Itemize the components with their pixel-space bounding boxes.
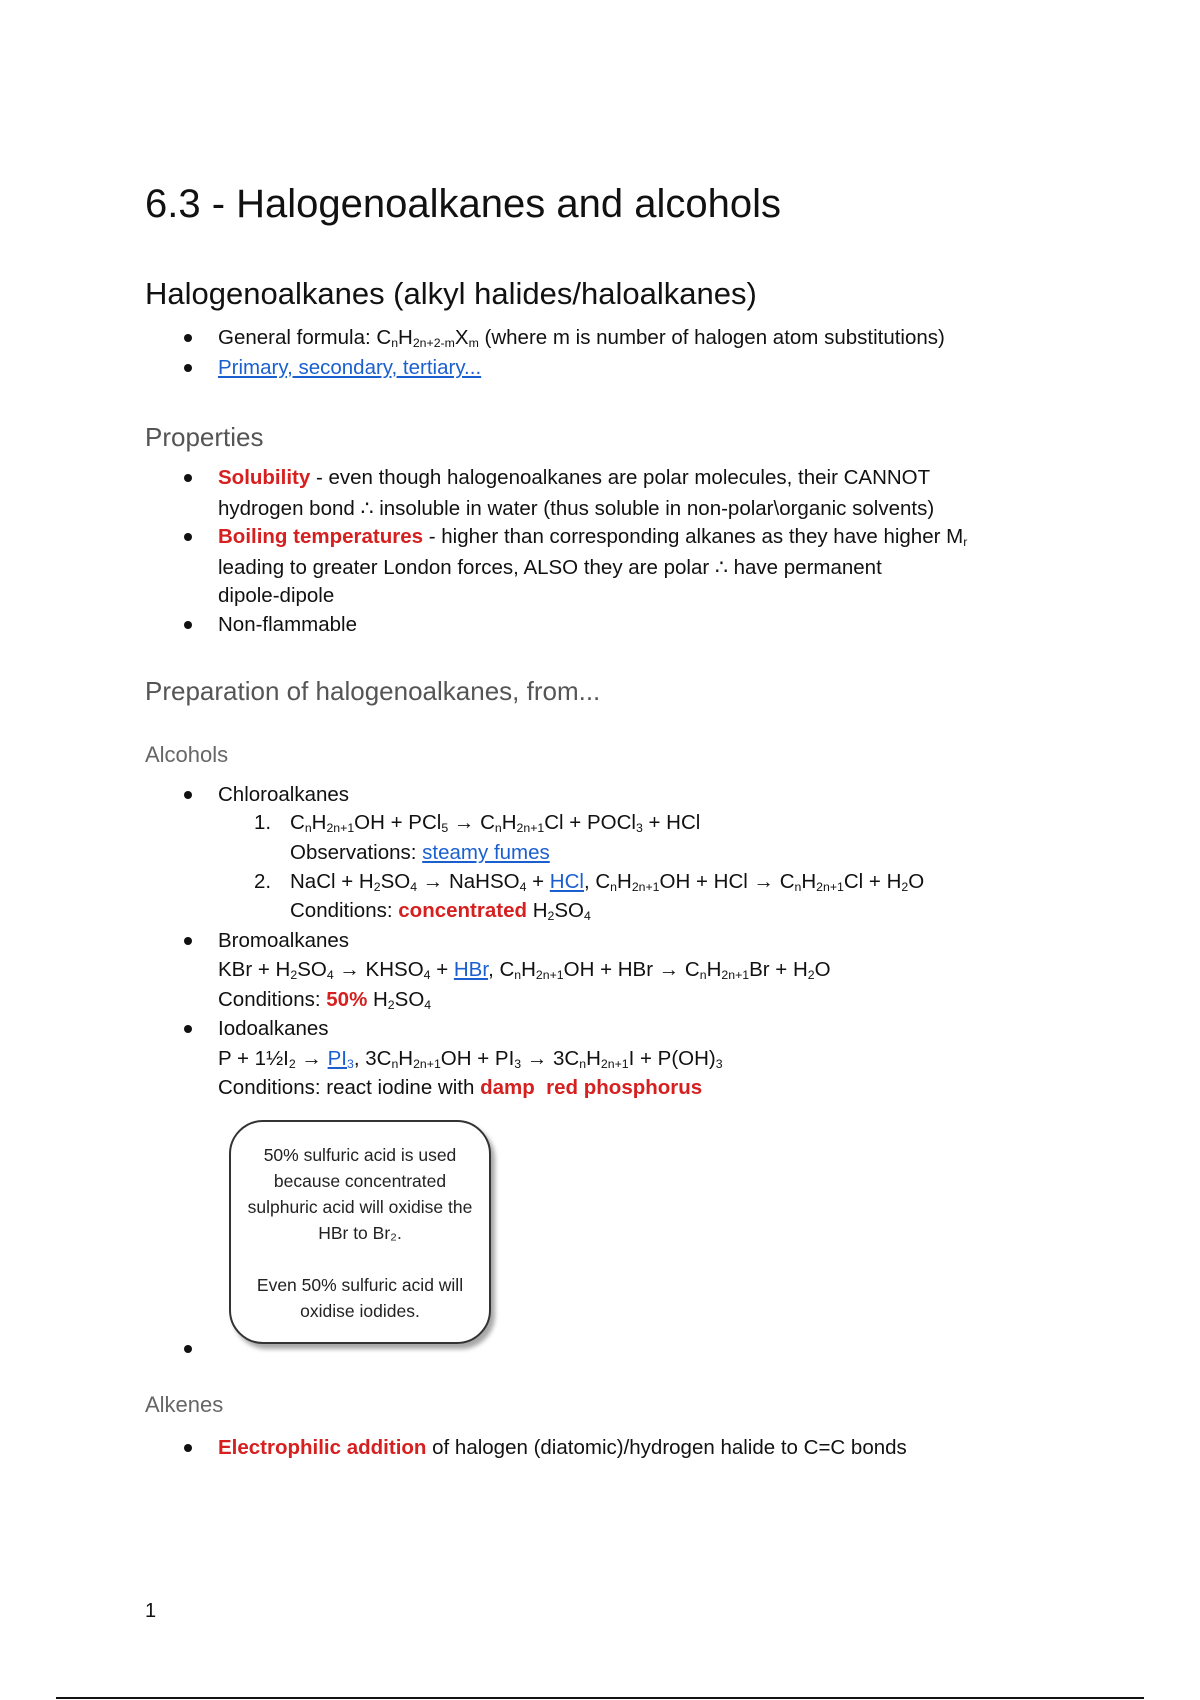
boiling-line-3: dipole-dipole <box>218 584 335 607</box>
list-number: 2. <box>254 870 272 893</box>
bullet <box>184 364 192 372</box>
bullet <box>184 474 192 482</box>
boiling-line-2: leading to greater London forces, ALSO they are polar ∴ have permanent <box>218 556 882 579</box>
boiling-term: Boiling temperatures <box>218 525 424 548</box>
section-heading-halogenoalkanes: Halogenoalkanes (alkyl halides/haloalkanes) <box>145 276 757 311</box>
callout-text-1: 50% sulfuric acid is used because concentrated sulphuric acid will oxidise the HBr to Br₂. <box>247 1145 473 1243</box>
primary-secondary-tertiary-link[interactable]: Primary, secondary, tertiary... <box>218 356 482 379</box>
steamy-fumes-link[interactable]: steamy fumes <box>422 841 550 864</box>
bullet <box>184 791 192 799</box>
observations-line: Observations: steamy fumes <box>290 841 550 864</box>
iodo-conditions: Conditions: react iodine with damp red phosphorus <box>218 1076 703 1099</box>
page-number: 1 <box>145 1600 157 1622</box>
preparation-heading: Preparation of halogenoalkanes, from... <box>145 676 601 706</box>
sulfuric-acid-callout <box>229 1120 491 1344</box>
boiling-line-1: Boiling temperatures - higher than corresponding alkanes as they have higher $M_r$ <box>218 525 968 549</box>
chloro-conditions: Conditions: concentrated $H_2SO_4$ <box>290 899 591 923</box>
bullet <box>184 937 192 945</box>
bullet <box>184 1025 192 1033</box>
bullet <box>184 533 192 541</box>
chloroalkanes-label: Chloroalkanes <box>218 783 350 806</box>
solubility-line-2: hydrogen bond ∴ insoluble in water (thus soluble in non-polar\organic solvents) <box>218 497 935 520</box>
bromo-equation: KBr + $H_2SO_4$ → $KHSO_4$ + HBr, $C_nH_{2n+1}OH$ + HBr → $C_nH_{2n+1}Br + H_2O$ <box>218 958 831 982</box>
callout-text-2: Even 50% sulfuric acid will oxidise iodides. <box>256 1275 464 1321</box>
bullet <box>184 334 192 342</box>
footer-divider <box>56 1697 1144 1699</box>
list-number: 1. <box>254 811 272 834</box>
properties-heading: Properties <box>145 422 264 452</box>
bullet <box>184 1345 192 1353</box>
alkenes-heading: Alkenes <box>145 1392 224 1417</box>
chloro-equation-2: NaCl + $H_2SO_4$ → NaHSO$_4$ + HCl, $C_nH_{2n+1}OH$ + HCl → $C_nH_{2n+1}Cl + H_2O$ <box>290 870 925 894</box>
hcl-link[interactable]: HCl <box>549 870 584 893</box>
general-formula-line: General formula: $C_nH_{2n+2-m}X_m$ (where m is number of halogen atom substitutions) <box>218 326 945 350</box>
bromo-conditions: Conditions: 50% $H_2SO_4$ <box>218 988 432 1012</box>
iodo-equation: $P + 1\frac{1}{2}I_2 \to PI_3$, $3C_nH_{2n+1}OH + PI_3 \to 3C_nH_{2n+1}I + P(OH)_3$ <box>218 1047 723 1071</box>
nonflammable-line: Non-flammable <box>218 613 357 636</box>
page-title: 6.3 - Halogenoalkanes and alcohols <box>145 182 781 226</box>
bromoalkanes-label: Bromoalkanes <box>218 929 350 952</box>
bullet <box>184 1444 192 1452</box>
hbr-link[interactable]: HBr <box>453 958 489 981</box>
chloro-equation-1: $C_nH_{2n+1}OH + PCl_5 \to C_nH_{2n+1}Cl$ + POCl$_3$ + HCl <box>290 811 701 835</box>
solubility-term: Solubility <box>218 466 311 489</box>
solubility-line-1: Solubility - even though halogenoalkanes are polar molecules, their CANNOT <box>218 466 931 489</box>
iodoalkanes-label: Iodoalkanes <box>218 1017 329 1040</box>
alkenes-line: Electrophilic addition of halogen (diatomic)/hydrogen halide to C=C bonds <box>218 1436 907 1459</box>
general-formula: $C_nH_{2n+2-m}X_m$ <box>376 326 479 350</box>
mr-subscript: r <box>963 535 968 549</box>
alcohols-heading: Alcohols <box>145 742 229 767</box>
pi3-link[interactable]: $PI_3$ <box>327 1047 354 1071</box>
electrophilic-addition-term: Electrophilic addition <box>218 1436 427 1459</box>
bullet <box>184 621 192 629</box>
